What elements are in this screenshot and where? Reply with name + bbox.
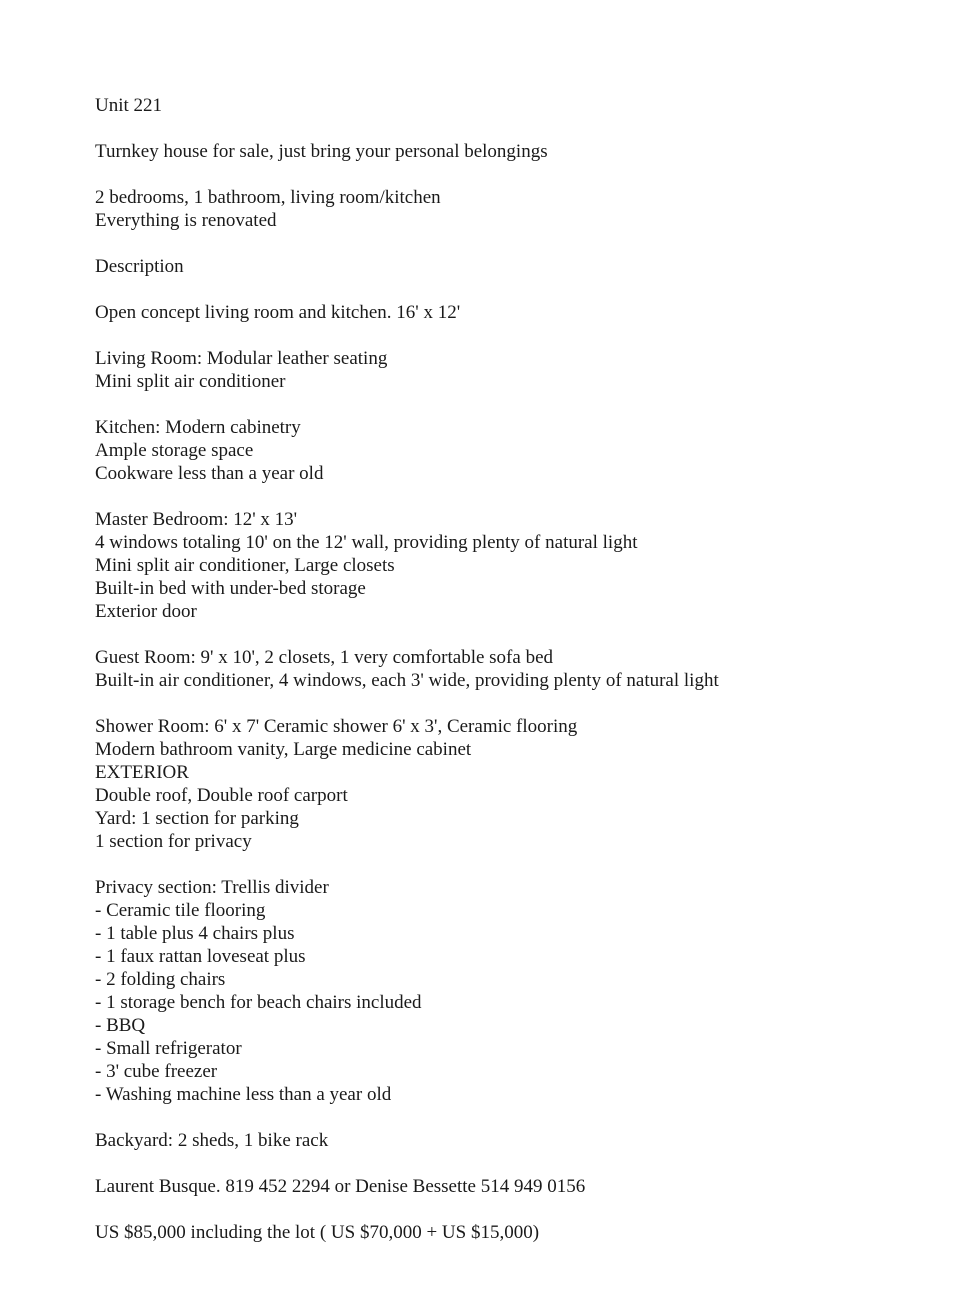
text-line: - BBQ xyxy=(95,1015,146,1036)
text-line: Shower Room: 6' x 7' Ceramic shower 6' x 3', Ceramic flooring xyxy=(95,716,578,737)
text-line: Kitchen: Modern cabinetry xyxy=(95,417,301,438)
text-line: - Small refrigerator xyxy=(95,1038,242,1059)
text-line: EXTERIOR xyxy=(95,762,189,783)
text-line: Cookware less than a year old xyxy=(95,463,324,484)
paragraph xyxy=(95,186,935,232)
paragraph xyxy=(95,1221,935,1244)
text-line: 4 windows totaling 10' on the 12' wall, providing plenty of natural light xyxy=(95,532,638,553)
text-line: - 1 table plus 4 chairs plus xyxy=(95,923,295,944)
text-line: Laurent Busque. 819 452 2294 or Denise Bessette 514 949 0156 xyxy=(95,1176,586,1197)
text-line: Unit 221 xyxy=(95,95,163,116)
text-line: Double roof, Double roof carport xyxy=(95,785,348,806)
text-line: Description xyxy=(95,256,184,277)
paragraph xyxy=(95,1129,935,1152)
text-line: - 3' cube freezer xyxy=(95,1061,218,1082)
text-line: Mini split air conditioner xyxy=(95,371,286,392)
text-line: Built-in air conditioner, 4 windows, each 3' wide, providing plenty of natural light xyxy=(95,670,719,691)
text-line: - 1 faux rattan loveseat plus xyxy=(95,946,306,967)
paragraph xyxy=(95,301,935,324)
paragraph xyxy=(95,715,935,853)
paragraph xyxy=(95,140,935,163)
text-line: Guest Room: 9' x 10', 2 closets, 1 very comfortable sofa bed xyxy=(95,647,554,668)
text-line: Everything is renovated xyxy=(95,210,277,231)
text-line: - Ceramic tile flooring xyxy=(95,900,266,921)
text-line: US $85,000 including the lot ( US $70,000 + US $15,000) xyxy=(95,1222,540,1243)
text-line: Master Bedroom: 12' x 13' xyxy=(95,509,298,530)
paragraph xyxy=(95,646,935,692)
text-line: Open concept living room and kitchen. 16' x 12' xyxy=(95,302,461,323)
text-line: Turnkey house for sale, just bring your personal belongings xyxy=(95,141,548,162)
paragraph xyxy=(95,876,935,1106)
text-line: Yard: 1 section for parking xyxy=(95,808,299,829)
paragraph xyxy=(95,508,935,623)
paragraph xyxy=(95,347,935,393)
text-line: Backyard: 2 sheds, 1 bike rack xyxy=(95,1130,329,1151)
paragraph xyxy=(95,416,935,485)
text-line: - 2 folding chairs xyxy=(95,969,226,990)
text-line: Ample storage space xyxy=(95,440,254,461)
text-line: Built-in bed with under-bed storage xyxy=(95,578,366,599)
text-line: Privacy section: Trellis divider xyxy=(95,877,329,898)
text-line: Exterior door xyxy=(95,601,197,622)
text-line: Mini split air conditioner, Large closets xyxy=(95,555,395,576)
text-line: 2 bedrooms, 1 bathroom, living room/kitchen xyxy=(95,187,441,208)
document-body xyxy=(95,94,935,1244)
paragraph xyxy=(95,255,935,278)
text-line: - 1 storage bench for beach chairs included xyxy=(95,992,422,1013)
text-line: Modern bathroom vanity, Large medicine cabinet xyxy=(95,739,472,760)
paragraph xyxy=(95,94,935,117)
text-line: 1 section for privacy xyxy=(95,831,252,852)
paragraph xyxy=(95,1175,935,1198)
text-line: Living Room: Modular leather seating xyxy=(95,348,388,369)
text-line: - Washing machine less than a year old xyxy=(95,1084,392,1105)
